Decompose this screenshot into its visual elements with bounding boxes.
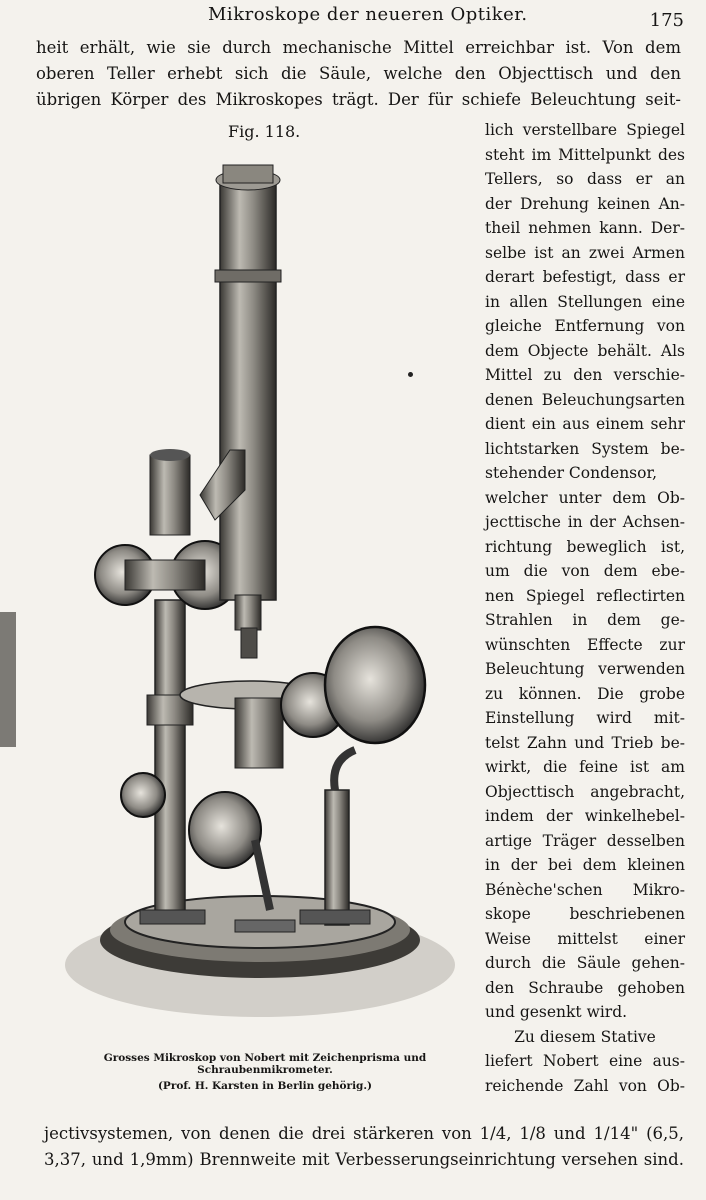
column-line: denen Beleuchungsarten — [485, 390, 685, 409]
column-line: richtung beweglich ist, — [485, 537, 685, 556]
column-line: artige Träger desselben — [485, 831, 685, 850]
column-line: der Drehung keinen An- — [485, 194, 685, 213]
column-line: lich verstellbare Spiegel — [485, 121, 685, 139]
column-line: Tellers, so dass er an — [485, 170, 685, 188]
column-line: welcher unter dem Ob- — [485, 488, 685, 507]
figure-caption: (Prof. H. Karsten in Berlin gehörig.) — [157, 1080, 373, 1092]
column-line: in der bei dem kleinen — [485, 856, 685, 874]
column-line: Bénèche'schen Mikro- — [485, 880, 685, 899]
page-number: 175 — [649, 10, 684, 31]
column-line: wünschten Effecte zur — [485, 635, 685, 654]
intro-line: oberen Teller erhebt sich die Säule, welche den Objecttisch und den — [36, 64, 681, 83]
figure-label: Fig. 118. — [228, 122, 301, 141]
bottom-line: 3,37, und 1,9mm) Brennweite mit Verbesserungseinrichtung versehen sind. — [44, 1150, 684, 1169]
column-line: dient ein aus einem sehr — [485, 415, 685, 433]
column-line: den Schraube gehoben — [485, 978, 685, 997]
column-line: theil nehmen kann. Der- — [485, 219, 685, 237]
column-line: Zu diesem Stative — [514, 1027, 656, 1046]
page-header — [0, 4, 706, 30]
column-line: telst Zahn und Trieb be- — [485, 733, 685, 752]
column-line: liefert Nobert eine aus- — [485, 1052, 685, 1070]
column-line: skope beschriebenen — [485, 905, 685, 923]
column-line: Strahlen in dem ge- — [485, 611, 685, 629]
column-line: stehender Condensor, — [485, 464, 658, 482]
column-line: durch die Säule gehen- — [485, 954, 685, 972]
intro-line: heit erhält, wie sie durch mechanische Mittel erreichbar ist. Von dem — [36, 38, 681, 57]
column-line: um die von dem ebe- — [485, 562, 685, 580]
column-line: gleiche Entfernung von — [485, 317, 685, 335]
figure-caption: Grosses Mikroskop von Nobert mit Zeichenprisma und — [103, 1052, 427, 1064]
intro-line: übrigen Körper des Mikroskopes trägt. Der für schiefe Beleuchtung seit- — [36, 90, 681, 109]
column-line: indem der winkelhebel- — [485, 807, 685, 825]
microscope-illustration — [55, 150, 475, 1050]
column-line: derart befestigt, dass er — [485, 268, 685, 286]
running-title: Mikroskope der neueren Optiker. — [208, 4, 528, 25]
column-line: Mittel zu den verschie- — [485, 366, 685, 384]
column-line: Weise mittelst einer — [485, 929, 685, 948]
column-line: dem Objecte behält. Als — [485, 341, 685, 360]
column-line: zu können. Die grobe — [485, 684, 685, 703]
column-line: lichtstarken System be- — [485, 439, 685, 458]
column-line: steht im Mittelpunkt des — [485, 145, 685, 164]
column-line: selbe ist an zwei Armen — [485, 243, 685, 262]
figure-caption: Schraubenmikrometer. — [197, 1064, 333, 1076]
column-line: reichende Zahl von Ob- — [485, 1076, 685, 1095]
bottom-line: jectivsystemen, von denen die drei stärkeren von 1/4, 1/8 und 1/14" (6,5, — [44, 1124, 684, 1143]
column-line: und gesenkt wird. — [485, 1003, 628, 1021]
column-line: wirkt, die feine ist am — [485, 758, 685, 776]
column-line: nen Spiegel reflectirten — [485, 586, 685, 605]
column-line: Einstellung wird mit- — [485, 709, 685, 727]
column-line: in allen Stellungen eine — [485, 292, 685, 311]
scan-edge-strip — [0, 612, 16, 747]
column-line: Objecttisch angebracht, — [485, 782, 685, 801]
column-line: Beleuchtung verwenden — [485, 660, 685, 678]
column-line: jecttische in der Achsen- — [485, 513, 685, 531]
